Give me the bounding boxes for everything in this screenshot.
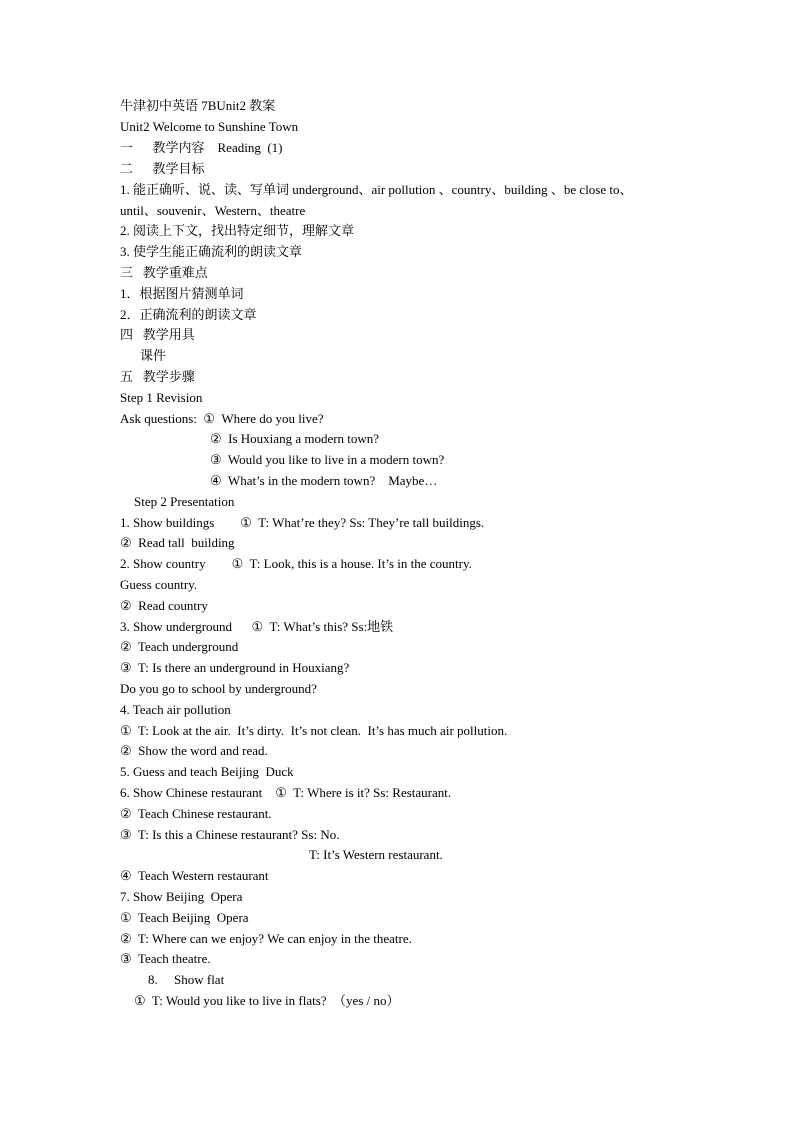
presentation-line: ② Teach Chinese restaurant. [120, 806, 272, 821]
presentation-line: T: It’s Western restaurant. [309, 847, 443, 862]
presentation-line: Guess country. [120, 577, 198, 592]
objective-item-1-cont: until、souvenir、Western、theatre [120, 203, 306, 218]
step1-title: Step 1 Revision [120, 390, 203, 405]
presentation-line: 1. Show buildings ① T: What’re they? Ss: They’re tall buildings. [120, 515, 485, 530]
section-steps-heading: 五 教学步骤 [120, 369, 195, 384]
aids-item: 课件 [140, 348, 167, 363]
step1-question-2: ② Is Houxiang a modern town? [210, 431, 380, 446]
document-title: 牛津初中英语 7BUnit2 教案 [120, 98, 276, 113]
objective-item-3: 3. 使学生能正确流利的朗读文章 [120, 244, 303, 259]
presentation-line: ① Teach Beijing Opera [120, 910, 249, 925]
objective-item-2: 2. 阅读上下文，找出特定细节，理解文章 [120, 223, 355, 238]
section-aids-heading: 四 教学用具 [120, 327, 195, 342]
presentation-line: ③ T: Is this a Chinese restaurant? Ss: No. [120, 827, 340, 842]
step2-title: Step 2 Presentation [134, 494, 235, 509]
presentation-line: 4. Teach air pollution [120, 702, 231, 717]
presentation-line: ② Teach underground [120, 639, 239, 654]
section-difficulties-heading: 三 教学重难点 [120, 265, 208, 280]
presentation-line: ② Read country [120, 598, 208, 613]
presentation-line: 5. Guess and teach Beijing Duck [120, 764, 294, 779]
unit-title: Unit2 Welcome to Sunshine Town [120, 119, 299, 134]
presentation-line: 2. Show country ① T: Look, this is a house. It’s in the country. [120, 556, 472, 571]
presentation-line: ④ Teach Western restaurant [120, 868, 269, 883]
difficulty-item-1: 1．根据图片猜测单词 [120, 286, 244, 301]
presentation-line: ② Read tall building [120, 535, 235, 550]
presentation-line: ① T: Look at the air. It’s dirty. It’s not clean. It’s has much air pollution. [120, 723, 508, 738]
difficulty-item-2: 2．正确流利的朗读文章 [120, 307, 257, 322]
section-objectives-heading: 二 教学目标 [120, 161, 205, 176]
presentation-line: 8. Show flat [148, 972, 225, 987]
presentation-line: ① T: Would you like to live in flats? （yes / no） [134, 993, 400, 1008]
presentation-line: ③ Teach theatre. [120, 951, 211, 966]
presentation-line: 6. Show Chinese restaurant ① T: Where is it? Ss: Restaurant. [120, 785, 452, 800]
presentation-line: Do you go to school by underground? [120, 681, 317, 696]
presentation-line: ③ T: Is there an underground in Houxiang? [120, 660, 350, 675]
presentation-line: ② T: Where can we enjoy? We can enjoy in the theatre. [120, 931, 412, 946]
step1-question-4: ④ What’s in the modern town? Maybe… [210, 473, 438, 488]
presentation-line: 7. Show Beijing Opera [120, 889, 243, 904]
presentation-line: ② Show the word and read. [120, 743, 268, 758]
presentation-line: 3. Show underground ① T: What’s this? Ss:地铁 [120, 619, 394, 634]
step1-question-1: Ask questions: ① Where do you live? [120, 411, 324, 426]
objective-item-1: 1. 能正确听、说、读、写单词 underground、air pollution 、country、building 、be close to、 [120, 182, 633, 197]
step1-question-3: ③ Would you like to live in a modern town? [210, 452, 445, 467]
section-content-heading: 一 教学内容 Reading (1) [120, 140, 283, 155]
